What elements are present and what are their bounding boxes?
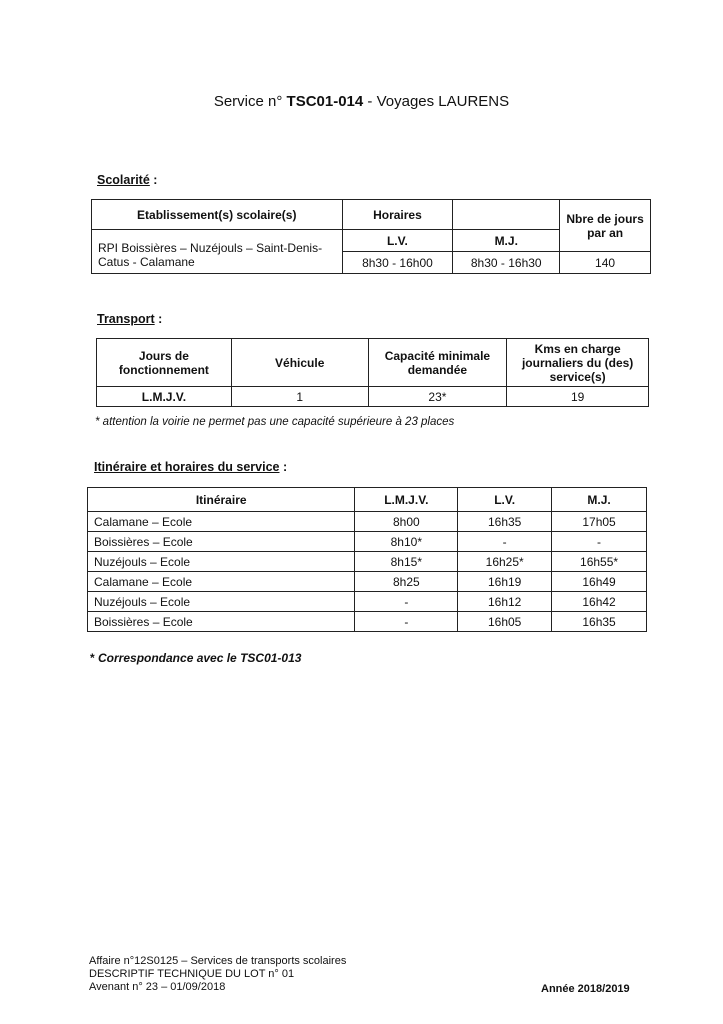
itineraire-row	[88, 512, 647, 532]
mj-cell: 16h35	[552, 612, 647, 632]
service-code: TSC01-014	[286, 93, 364, 110]
scolarite-table	[91, 199, 651, 274]
transport-note: * attention la voirie ne permet pas une capacité supérieure à 23 places	[95, 416, 455, 428]
itineraire-cell: Calamane – Ecole	[88, 572, 355, 592]
lv-cell: 16h25*	[458, 552, 552, 572]
lv-cell: 16h12	[458, 592, 552, 612]
sub-lv: L.V.	[342, 230, 453, 252]
itineraire-row	[88, 592, 647, 612]
scolarite-heading: Scolarité :	[97, 173, 158, 187]
note-star: *	[90, 651, 95, 665]
lmjv-cell: 8h25	[355, 572, 458, 592]
mj-cell: 16h55*	[552, 552, 647, 572]
col-jours: Jours de fonctionnement	[97, 339, 232, 387]
col-lmjv: L.M.J.V.	[355, 488, 458, 512]
horaire-lv: 8h30 - 16h00	[342, 252, 453, 274]
col-vehicule: Véhicule	[231, 339, 368, 387]
col-itineraire: Itinéraire	[88, 488, 355, 512]
col-capacite: Capacité minimale demandée	[368, 339, 507, 387]
mj-cell: -	[552, 532, 647, 552]
mj-cell: 17h05	[552, 512, 647, 532]
footer-year: Année 2018/2019	[541, 983, 630, 995]
horaire-mj: 8h30 - 16h30	[453, 252, 560, 274]
lv-cell: -	[458, 532, 552, 552]
itineraire-row	[88, 572, 647, 592]
itineraire-row	[88, 552, 647, 572]
col-horaires: Horaires	[342, 200, 453, 230]
mj-cell: 16h42	[552, 592, 647, 612]
capacite-value: 23*	[368, 387, 507, 407]
mj-cell: 16h49	[552, 572, 647, 592]
lmjv-cell: 8h15*	[355, 552, 458, 572]
nbre-jours-value: 140	[560, 252, 651, 274]
col-kms: Kms en charge journaliers du (des) service(s)	[507, 339, 649, 387]
itineraire-cell: Nuzéjouls – Ecole	[88, 592, 355, 612]
page-title	[0, 93, 723, 110]
footer-descriptif: DESCRIPTIF TECHNIQUE DU LOT n° 01	[89, 968, 295, 980]
lmjv-cell: 8h10*	[355, 532, 458, 552]
lmjv-cell: -	[355, 612, 458, 632]
itineraire-cell: Boissières – Ecole	[88, 612, 355, 632]
itineraire-heading: Itinéraire et horaires du service :	[94, 460, 288, 474]
footer-affaire: Affaire n°12S0125 – Services de transports scolaires	[89, 955, 347, 967]
vehicule-value: 1	[231, 387, 368, 407]
transport-heading: Transport :	[97, 312, 163, 326]
note-text: Correspondance avec le TSC01-013	[94, 651, 302, 665]
itineraire-row	[88, 532, 647, 552]
transport-table	[96, 338, 649, 407]
col-nbre-jours: Nbre de jours par an	[560, 200, 651, 252]
title-suffix: - Voyages LAURENS	[363, 93, 510, 110]
title-prefix: Service n°	[213, 93, 287, 110]
itineraire-cell: Calamane – Ecole	[88, 512, 355, 532]
footer-avenant: Avenant n° 23 – 01/09/2018	[89, 981, 226, 993]
kms-value: 19	[507, 387, 649, 407]
itineraire-cell: Boissières – Ecole	[88, 532, 355, 552]
itineraire-row	[88, 612, 647, 632]
lmjv-cell: -	[355, 592, 458, 612]
lmjv-cell: 8h00	[355, 512, 458, 532]
footer-info	[89, 955, 346, 994]
correspondance-note	[90, 651, 301, 665]
lv-cell: 16h35	[458, 512, 552, 532]
etablissement-name: RPI Boissières – Nuzéjouls – Saint-Denis-Catus - Calamane	[92, 230, 343, 274]
itineraire-table	[87, 487, 647, 632]
col-mj: M.J.	[552, 488, 647, 512]
sub-mj: M.J.	[453, 230, 560, 252]
jours-value: L.M.J.V.	[97, 387, 232, 407]
lv-cell: 16h05	[458, 612, 552, 632]
col-horaires-empty	[453, 200, 560, 230]
itineraire-cell: Nuzéjouls – Ecole	[88, 552, 355, 572]
col-lv: L.V.	[458, 488, 552, 512]
lv-cell: 16h19	[458, 572, 552, 592]
col-etablissement: Etablissement(s) scolaire(s)	[92, 200, 343, 230]
